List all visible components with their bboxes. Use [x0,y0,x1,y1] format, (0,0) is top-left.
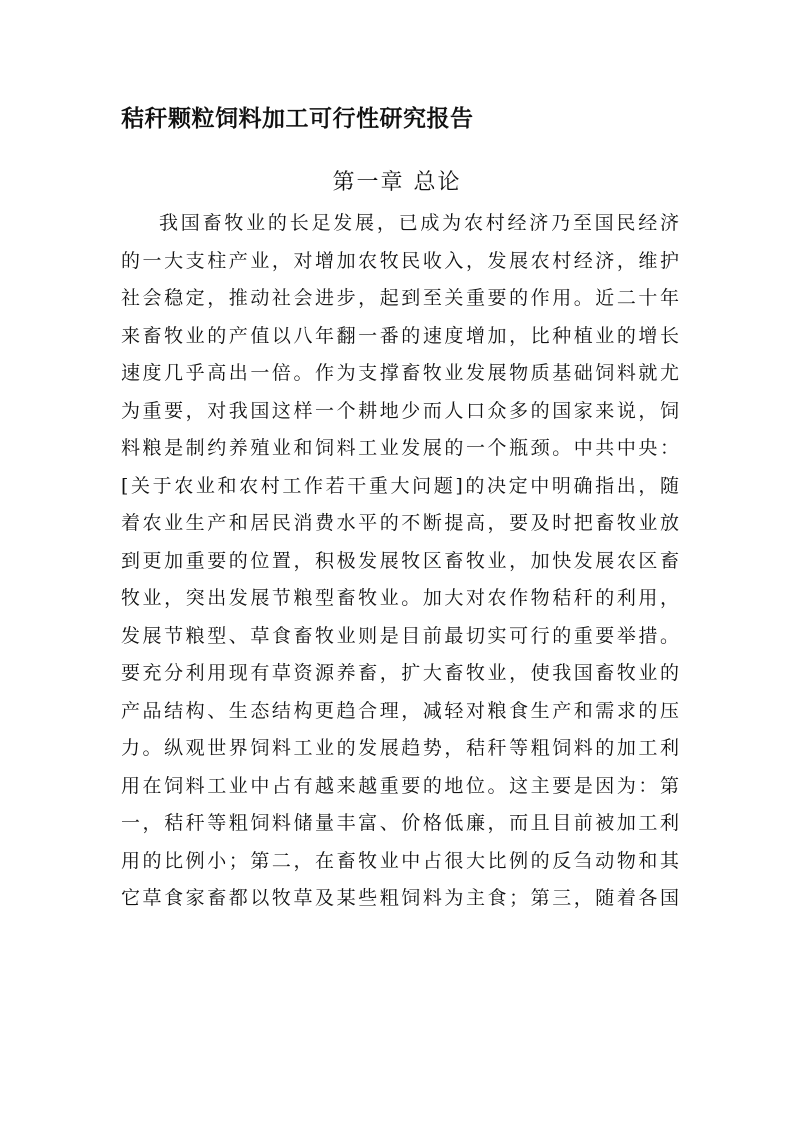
paragraph-line: [关于农业和农村工作若干重大问题]的决定中明确指出，随 [121,474,679,497]
paragraph-line: 产品结构、生态结构更趋合理，减轻对粮食生产和需求的压 [121,699,679,722]
paragraph-line: 着农业生产和居民消费水平的不断提高，要及时把畜牧业放 [121,512,679,534]
paragraph-line: 速度几乎高出一倍。作为支撑畜牧业发展物质基础饲料就尤 [121,362,679,384]
paragraph-line: 用在饲料工业中占有越来越重要的地位。这主要是因为：第 [121,774,679,797]
paragraph-line: 用的比例小；第二，在畜牧业中占很大比例的反刍动物和其 [121,849,679,872]
paragraph-line: 发展节粮型、草食畜牧业则是目前最切实可行的重要举措。 [121,624,679,647]
paragraph-line: 牧业，突出发展节粮型畜牧业。加大对农作物秸秆的利用， [121,587,679,609]
paragraph-line: 力。纵观世界饲料工业的发展趋势，秸秆等粗饲料的加工利 [121,737,679,759]
paragraph-line: 社会稳定，推动社会进步，起到至关重要的作用。近二十年 [121,287,679,309]
paragraph-line: 来畜牧业的产值以八年翻一番的速度增加，比种植业的增长 [121,324,679,347]
paragraph-line: 要充分利用现有草资源养畜，扩大畜牧业，使我国畜牧业的 [121,662,679,684]
paragraph-line: 的一大支柱产业，对增加农牧民收入，发展农村经济，维护 [121,249,679,272]
paragraph-line: 为重要，对我国这样一个耕地少而人口众多的国家来说，饲 [121,399,679,422]
body-paragraph [121,205,679,918]
paragraph-line: 我国畜牧业的长足发展，已成为农村经济乃至国民经济 [159,212,679,234]
paragraph-line: 它草食家畜都以牧草及某些粗饲料为主食；第三，随着各国 [121,887,679,909]
paragraph-line: 一，秸秆等粗饲料储量丰富、价格低廉，而且目前被加工利 [121,812,679,834]
document-title: 秸秆颗粒饲料加工可行性研究报告 [121,105,474,132]
paragraph-line: 料粮是制约养殖业和饲料工业发展的一个瓶颈。中共中央： [121,437,679,459]
paragraph-line: 到更加重要的位置，积极发展牧区畜牧业，加快发展农区畜 [121,549,679,572]
chapter-heading: 第一章 总论 [332,170,462,195]
